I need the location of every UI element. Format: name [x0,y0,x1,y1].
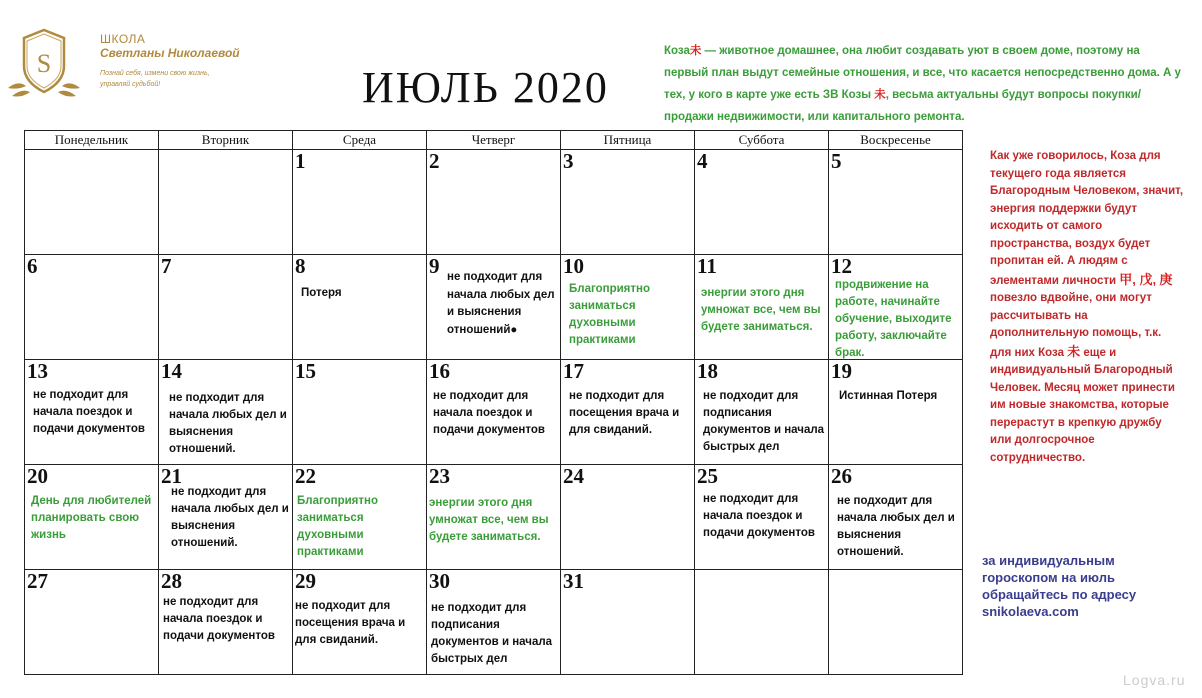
tagline-line2: управляй судьбой! [100,81,161,88]
day-event: продвижение на работе, начинайте обучение, выходите работу, заключайте брак. [835,279,952,359]
day-number: 10 [563,254,584,278]
day-event: энергии этого дня умножат все, чем вы будете заниматься. [701,287,821,333]
day-number: 24 [563,464,584,488]
day-event: не подходит для посещения врача и для свиданий. [295,600,406,646]
top-note-ch2: 未 [874,89,886,101]
day-number: 9 [429,254,440,278]
day-number: 13 [27,359,48,383]
day-number: 14 [161,359,182,383]
day-number: 19 [831,359,852,383]
day-cell-empty [25,150,159,255]
day-cell-2 [427,150,561,255]
goat-note [664,40,1184,128]
contact-line2: гороскопом на июль [982,570,1115,585]
day-event: День для любителей планировать свою жизнь [31,495,152,541]
weekday-sun: Воскресенье [829,131,963,150]
day-cell-11 [695,255,829,360]
day-cell-20 [25,465,159,570]
day-number: 2 [429,149,440,173]
day-cell-13 [25,360,159,465]
side-note-p1: Как уже говорилось, Коза для текущего года является Благородным Человеком, значит, энергия поддержки будут исходить от самого пространства, воздух будет пропитан ей. А людям с элементами личности [990,150,1184,287]
day-cell-29 [293,570,427,675]
weekday-thu: Четверг [427,131,561,150]
day-event: не подходит для подписания документов и начала быстрых дел [431,602,553,665]
week-row-3 [25,360,963,465]
day-number: 17 [563,359,584,383]
day-event: не подходит для начала поездок и подачи документов [163,596,275,642]
side-note-ch3: 未 [1067,343,1081,359]
day-cell-19 [829,360,963,465]
day-number: 22 [295,464,316,488]
brand-line1: ШКОЛА [100,32,146,46]
contact-link[interactable]: snikolaeva.com [982,604,1079,619]
day-cell-22 [293,465,427,570]
day-number: 7 [161,254,172,278]
tagline-line1: Познай себя, измени свою жизнь, [100,70,210,77]
day-event: Потеря [301,287,342,299]
side-note-ch2: 庚 [1159,271,1173,287]
day-event: не подходит для подписания документов и начала быстрых дел [703,390,825,453]
day-cell-9 [427,255,561,360]
day-number: 11 [697,254,717,278]
day-number: 23 [429,464,450,488]
weekday-sat: Суббота [695,131,829,150]
day-cell-4 [695,150,829,255]
day-cell-1 [293,150,427,255]
day-number: 26 [831,464,852,488]
day-cell-17 [561,360,695,465]
day-number: 16 [429,359,450,383]
day-event: не подходит для начала поездок и подачи документов [703,493,815,539]
day-cell-10 [561,255,695,360]
weekday-fri: Пятница [561,131,695,150]
day-cell-30 [427,570,561,675]
contact-line3: обращайтесь по адресу [982,587,1137,602]
weekday-mon: Понедельник [25,131,159,150]
day-cell-12 [829,255,963,360]
week-row-1 [25,150,963,255]
day-number: 28 [161,569,182,593]
brand-tagline [100,68,240,90]
calendar-grid [24,130,963,675]
day-cell-15 [293,360,427,465]
day-number: 15 [295,359,316,383]
day-event: не подходит для посещения врача и для свиданий. [569,390,680,436]
day-cell-31 [561,570,695,675]
day-number: 5 [831,149,842,173]
day-event: Истинная Потеря [839,390,938,402]
contact-line1: за индивидуальным [982,553,1115,568]
day-cell-27 [25,570,159,675]
day-cell-7 [159,255,293,360]
day-cell-16 [427,360,561,465]
svg-text:S: S [36,49,52,78]
noble-person-note [990,148,1185,467]
top-note-p1: Коза [664,45,690,57]
week-row-5 [25,570,963,675]
day-cell-3 [561,150,695,255]
top-note-p2: — животное домашнее, она любит создавать уют в своем доме, поэтому на первый план выдут семейные отношения, и все, что касается непосредственно дома. А у тех, у кого в карте уже есть ЗВ Козы [664,45,1181,101]
day-number: 27 [27,569,48,593]
day-event: не подходит для начала любых дел и выяснения отношений● [447,271,555,336]
week-row-2 [25,255,963,360]
day-number: 8 [295,254,306,278]
day-number: 21 [161,464,182,488]
top-note-ch1: 未 [689,45,702,57]
day-number: 12 [831,254,852,278]
side-note-p3: еще и индивидуальный Благородный Человек. Месяц может принести им новые знакомства, которые перерастут в крепкую дружбу или долгосрочное сотрудничество. [990,346,1175,464]
day-event: не подходит для начала любых дел и выяснения отношений. [169,392,287,455]
day-cell-empty [159,150,293,255]
day-cell-14 [159,360,293,465]
day-cell-23 [427,465,561,570]
side-note-p2: повезло вдвойне, они могут рассчитывать на дополнительную помощь, т.к. для них Коза [990,292,1162,359]
day-cell-21 [159,465,293,570]
weekday-header-row [25,131,963,150]
day-cell-18 [695,360,829,465]
week-row-4 [25,465,963,570]
day-cell-5 [829,150,963,255]
day-event: не подходит для начала поездок и подачи документов [33,389,145,435]
top-note-p3: , весьма актуальны будут вопросы покупки/продажи недвижимости, или капитального ремонта. [664,89,1141,123]
day-event: Благоприятно заниматься духовными практиками [569,283,650,346]
day-event: Благоприятно заниматься духовными практиками [297,495,378,558]
day-number: 18 [697,359,718,383]
day-event: энергии этого дня умножат все, чем вы будете заниматься. [429,497,549,543]
side-note-ch1: 甲, 戊, [1119,271,1157,287]
day-cell-26 [829,465,963,570]
contact-note [982,552,1192,620]
day-number: 30 [429,569,450,593]
page-title: ИЮЛЬ 2020 [362,63,609,112]
day-event: не подходит для начала поездок и подачи документов [433,390,545,436]
day-number: 25 [697,464,718,488]
day-cell-6 [25,255,159,360]
day-cell-8 [293,255,427,360]
day-number: 31 [563,569,584,593]
day-number: 4 [697,149,708,173]
school-logo [4,26,84,100]
day-cell-28 [159,570,293,675]
day-number: 3 [563,149,574,173]
day-cell-24 [561,465,695,570]
day-cell-empty [695,570,829,675]
day-number: 20 [27,464,48,488]
day-event: не подходит для начала любых дел и выяснения отношений. [837,495,955,558]
day-number: 6 [27,254,38,278]
school-brand [100,32,240,90]
site-watermark: Logva.ru [1123,672,1186,688]
brand-line2: Светланы Николаевой [100,46,240,60]
weekday-wed: Среда [293,131,427,150]
weekday-tue: Вторник [159,131,293,150]
day-cell-empty [829,570,963,675]
day-number: 29 [295,569,316,593]
day-cell-25 [695,465,829,570]
day-number: 1 [295,149,306,173]
day-event: не подходит для начала любых дел и выяснения отношений. [171,486,289,549]
